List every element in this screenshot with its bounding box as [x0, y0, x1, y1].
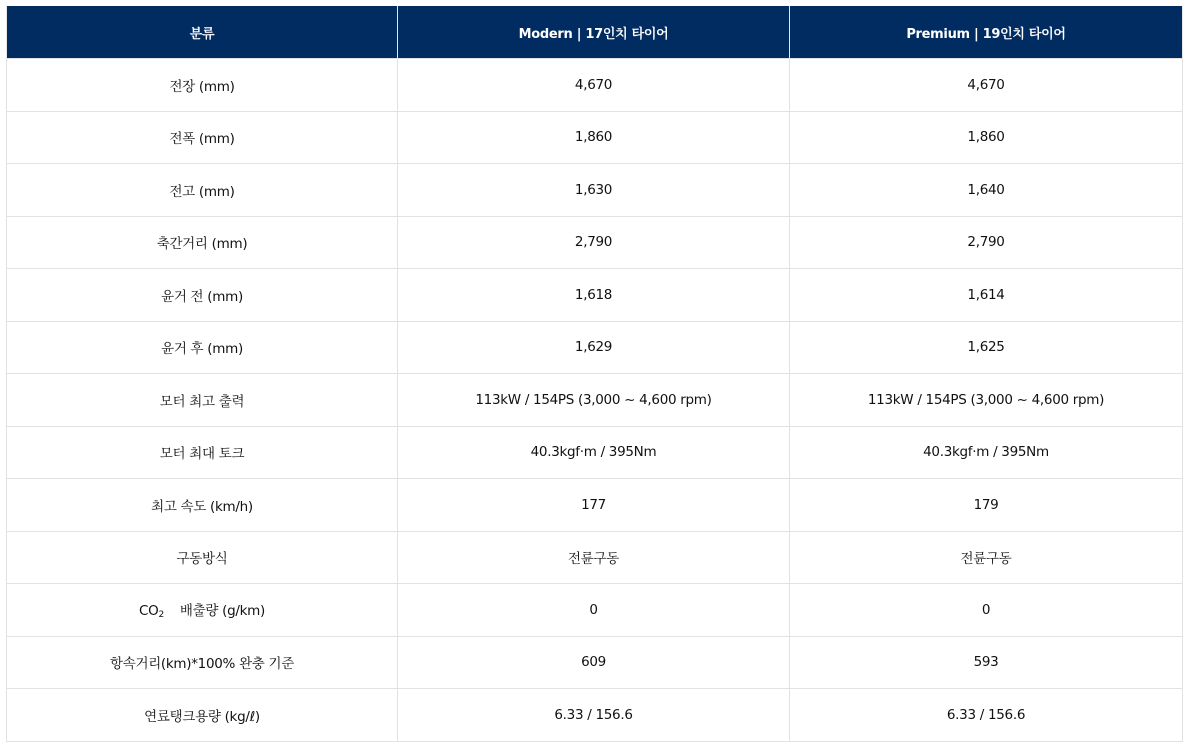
modern-value: 6.33 / 156.6 [398, 689, 790, 742]
table-row-drivetrain [7, 531, 1183, 584]
modern-value: 전륜구동 [398, 531, 790, 584]
premium-value: 2,790 [790, 216, 1183, 269]
modern-value: 113kW / 154PS (3,000 ~ 4,600 rpm) [398, 374, 790, 427]
header-modern: Modern | 17인치 타이어 [398, 6, 790, 59]
modern-value: 609 [398, 636, 790, 689]
modern-value: 4,670 [398, 59, 790, 112]
table-row-fuel-tank [7, 689, 1183, 742]
table-row-co2 [7, 584, 1183, 637]
row-label: 윤거 전 (mm) [7, 269, 398, 322]
co2-suffix: 배출량 (g/km) [179, 603, 265, 620]
row-label: 전폭 (mm) [7, 111, 398, 164]
row-label: 모터 최대 토크 [7, 426, 398, 479]
table-row-width [7, 111, 1183, 164]
premium-value: 1,640 [790, 164, 1183, 217]
table-row-top-speed [7, 479, 1183, 532]
premium-value: 593 [790, 636, 1183, 689]
row-label: 최고 속도 (km/h) [7, 479, 398, 532]
table-row-height [7, 164, 1183, 217]
row-label [7, 584, 398, 637]
premium-value: 179 [790, 479, 1183, 532]
premium-value: 40.3kgf·m / 395Nm [790, 426, 1183, 479]
table-row-front-track [7, 269, 1183, 322]
row-label: 축간거리 (mm) [7, 216, 398, 269]
modern-value: 177 [398, 479, 790, 532]
table-row-rear-track [7, 321, 1183, 374]
co2-subscript: 2 [158, 610, 164, 621]
premium-value: 113kW / 154PS (3,000 ~ 4,600 rpm) [790, 374, 1183, 427]
row-label: 연료탱크용량 (kg/ℓ) [7, 689, 398, 742]
modern-value: 1,630 [398, 164, 790, 217]
header-premium: Premium | 19인치 타이어 [790, 6, 1183, 59]
table-row-wheelbase [7, 216, 1183, 269]
row-label: 전장 (mm) [7, 59, 398, 112]
premium-value: 1,614 [790, 269, 1183, 322]
modern-value: 1,618 [398, 269, 790, 322]
row-label: 항속거리(km)*100% 완충 기준 [7, 636, 398, 689]
table-row-range [7, 636, 1183, 689]
co2-prefix: CO [139, 603, 159, 620]
premium-value: 전륜구동 [790, 531, 1183, 584]
premium-value: 1,625 [790, 321, 1183, 374]
table-row-max-power [7, 374, 1183, 427]
premium-value: 0 [790, 584, 1183, 637]
table-row-max-torque [7, 426, 1183, 479]
modern-value: 40.3kgf·m / 395Nm [398, 426, 790, 479]
premium-value: 1,860 [790, 111, 1183, 164]
modern-value: 1,629 [398, 321, 790, 374]
modern-value: 2,790 [398, 216, 790, 269]
modern-value: 0 [398, 584, 790, 637]
row-label: 윤거 후 (mm) [7, 321, 398, 374]
spec-table [6, 6, 1183, 742]
row-label: 모터 최고 출력 [7, 374, 398, 427]
header-category: 분류 [7, 6, 398, 59]
premium-value: 6.33 / 156.6 [790, 689, 1183, 742]
modern-value: 1,860 [398, 111, 790, 164]
spec-table-header [7, 6, 1183, 59]
header-row [7, 6, 1183, 59]
row-label: 구동방식 [7, 531, 398, 584]
table-row-length [7, 59, 1183, 112]
spec-table-body [7, 59, 1183, 742]
row-label: 전고 (mm) [7, 164, 398, 217]
premium-value: 4,670 [790, 59, 1183, 112]
